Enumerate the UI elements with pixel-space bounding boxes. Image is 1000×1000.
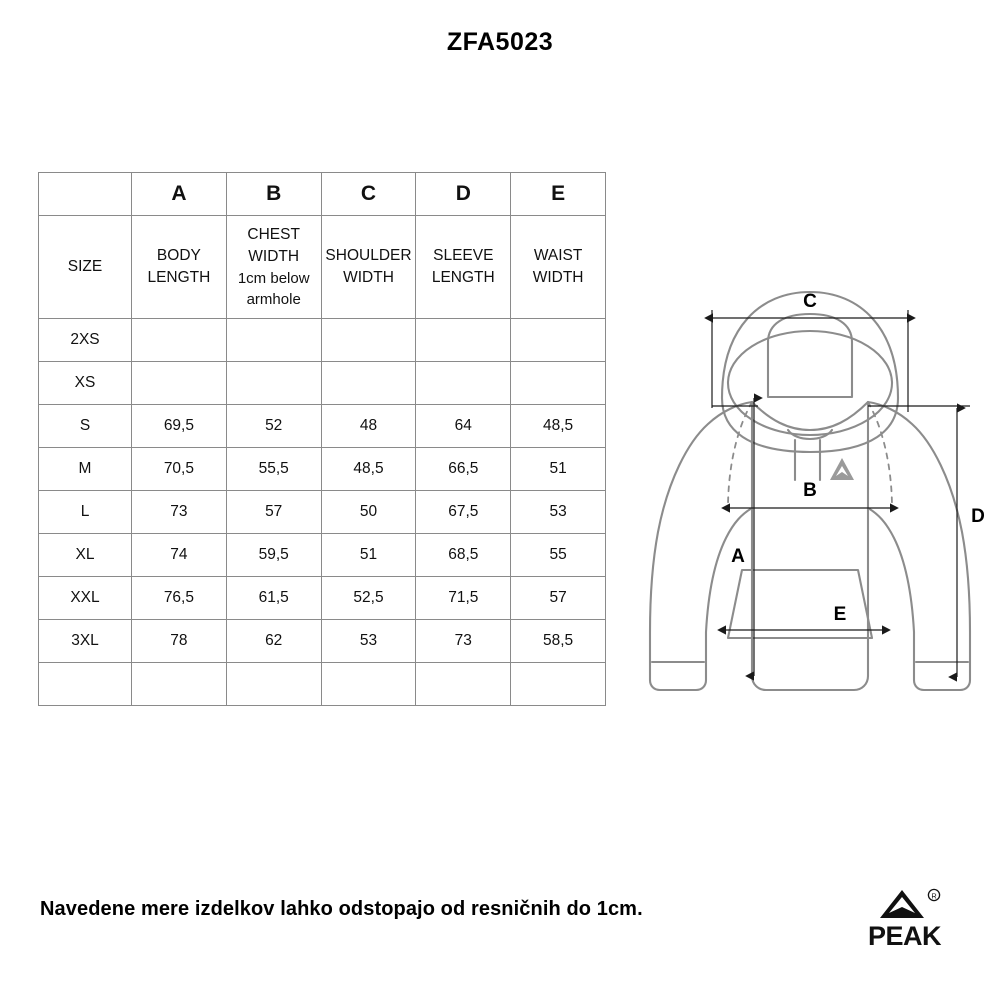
registered-trademark-icon [928, 889, 939, 900]
cell-waist-width: 48,5 [511, 405, 606, 448]
cell-sleeve-length: 67,5 [416, 491, 511, 534]
hood-face-opening [768, 314, 852, 397]
cell-shoulder-width [321, 362, 416, 405]
cell-sleeve-length: 68,5 [416, 534, 511, 577]
table-row [39, 448, 606, 491]
cell-body-length: 74 [132, 534, 227, 577]
cell-body-length: 76,5 [132, 577, 227, 620]
row-size-label: XS [39, 362, 132, 405]
measure-letter-b: B [226, 173, 321, 216]
cell-sleeve-length: 71,5 [416, 577, 511, 620]
right-sleeve-outline [868, 402, 970, 690]
size-chart-table-container [38, 172, 605, 706]
cell-waist-width [511, 362, 606, 405]
cell-shoulder-width: 52,5 [321, 577, 416, 620]
row-size-label: XL [39, 534, 132, 577]
row-size-label: M [39, 448, 132, 491]
table-row [39, 491, 606, 534]
table-row [39, 405, 606, 448]
cell-chest-width [226, 362, 321, 405]
header-sleeve-length-line2: LENGTH [431, 269, 495, 286]
header-body-length [132, 216, 227, 319]
table-row [39, 663, 606, 706]
header-chest-width-line1: CHEST [247, 225, 300, 243]
header-body-length-line1: BODY [156, 247, 201, 264]
cell-chest-width: 52 [226, 405, 321, 448]
header-size: SIZE [39, 216, 132, 319]
cell-waist-width: 53 [511, 491, 606, 534]
hood-outer-outline [722, 292, 898, 452]
peak-logo-svg [862, 888, 962, 950]
header-waist-width-line2: WIDTH [532, 269, 584, 286]
header-shoulder-width-line1: SHOULDER [325, 247, 412, 264]
cell-chest-width: 55,5 [226, 448, 321, 491]
cell-waist-width: 57 [511, 577, 606, 620]
cell-shoulder-width: 50 [321, 491, 416, 534]
header-chest-width-line4: armhole [246, 291, 301, 308]
measure-letter-c: C [321, 173, 416, 216]
peak-triangle-icon [880, 890, 924, 918]
row-size-label: 2XS [39, 319, 132, 362]
header-waist-width [511, 216, 606, 319]
cell-body-length: 78 [132, 620, 227, 663]
cell-body-length [132, 362, 227, 405]
cell-waist-width [511, 319, 606, 362]
table-row-column-headers [39, 216, 606, 319]
header-shoulder-width-line2: WIDTH [343, 269, 394, 286]
row-size-label: L [39, 491, 132, 534]
table-row [39, 620, 606, 663]
header-chest-width-line2: WIDTH [248, 247, 300, 265]
cell-chest-width [226, 663, 321, 706]
torso-outline [752, 402, 868, 690]
cell-chest-width: 59,5 [226, 534, 321, 577]
cell-sleeve-length: 73 [416, 620, 511, 663]
kangaroo-pocket-outline [728, 570, 872, 638]
size-chart-table [38, 172, 606, 706]
cell-sleeve-length [416, 663, 511, 706]
cell-sleeve-length: 64 [416, 405, 511, 448]
peak-wordmark: PEAK [868, 921, 942, 950]
cell-waist-width: 51 [511, 448, 606, 491]
measure-letter-a: A [132, 173, 227, 216]
cell-shoulder-width: 51 [321, 534, 416, 577]
cell-chest-width: 57 [226, 491, 321, 534]
cell-waist-width [511, 663, 606, 706]
header-chest-width [226, 216, 321, 319]
measure-label-d: D [971, 506, 985, 527]
row-size-label [39, 663, 132, 706]
measure-letter-cell-blank [39, 173, 132, 216]
cell-waist-width: 58,5 [511, 620, 606, 663]
table-row [39, 577, 606, 620]
cell-shoulder-width: 53 [321, 620, 416, 663]
header-sleeve-length-line1: SLEEVE [433, 247, 494, 264]
table-row-measure-letters [39, 173, 606, 216]
header-body-length-line2: LENGTH [147, 269, 211, 286]
header-chest-width-line3: 1cm below [237, 269, 310, 287]
cell-shoulder-width [321, 319, 416, 362]
cell-body-length: 69,5 [132, 405, 227, 448]
cell-body-length: 70,5 [132, 448, 227, 491]
measure-label-b: B [803, 480, 817, 501]
header-waist-width-line1: WAIST [533, 247, 583, 264]
table-row [39, 362, 606, 405]
cell-body-length [132, 319, 227, 362]
row-size-label: XXL [39, 577, 132, 620]
measure-letter-e: E [511, 173, 606, 216]
header-shoulder-width [321, 216, 416, 319]
cell-sleeve-length [416, 362, 511, 405]
svg-text:R: R [931, 891, 937, 901]
measure-label-e: E [833, 604, 847, 625]
cell-shoulder-width: 48,5 [321, 448, 416, 491]
cell-sleeve-length: 66,5 [416, 448, 511, 491]
table-row [39, 534, 606, 577]
chest-logo-triangle-icon [830, 458, 854, 480]
neckline-outline [752, 402, 868, 430]
measure-letter-d: D [416, 173, 511, 216]
cell-waist-width: 55 [511, 534, 606, 577]
cell-chest-width [226, 319, 321, 362]
page-title: ZFA5023 [446, 28, 554, 56]
peak-brand-logo [862, 888, 962, 950]
cell-shoulder-width: 48 [321, 405, 416, 448]
cell-chest-width: 62 [226, 620, 321, 663]
header-sleeve-length [416, 216, 511, 319]
measure-label-c: C [803, 291, 817, 312]
measurement-tolerance-note: Navedene mere izdelkov lahko odstopajo od resničnih do 1cm. [40, 898, 643, 920]
hoodie-measurement-diagram [630, 280, 990, 700]
hoodie-diagram-svg [630, 280, 990, 700]
cell-shoulder-width [321, 663, 416, 706]
cell-body-length: 73 [132, 491, 227, 534]
row-size-label: 3XL [39, 620, 132, 663]
measure-label-a: A [731, 546, 745, 567]
cell-sleeve-length [416, 319, 511, 362]
cell-chest-width: 61,5 [226, 577, 321, 620]
table-row [39, 319, 606, 362]
cell-body-length [132, 663, 227, 706]
row-size-label: S [39, 405, 132, 448]
